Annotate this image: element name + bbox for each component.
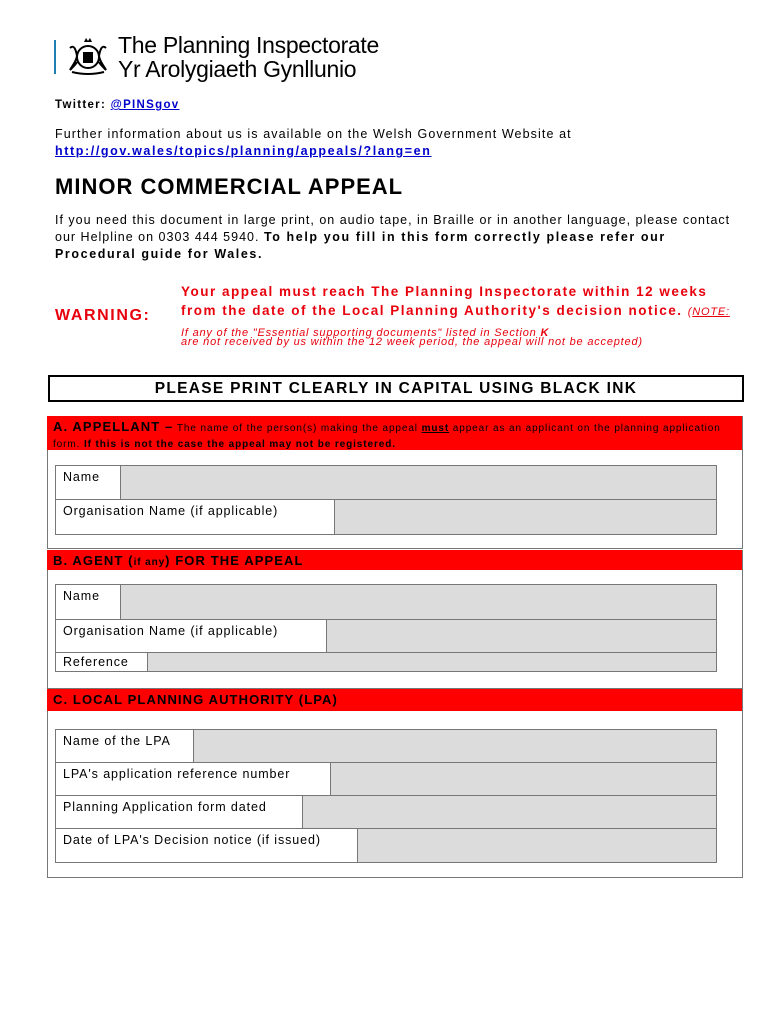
section-b-title-2: ) FOR THE APPEAL [165,553,304,568]
intro-paragraph [55,212,735,263]
print-clearly-banner: PLEASE PRINT CLEARLY IN CAPITAL USING BLACK INK [48,375,744,402]
lpa-name-input[interactable] [193,730,716,763]
app-form-dated-field [55,795,717,830]
note-paren: ( [687,306,693,318]
agent-name-label: Name [63,589,100,603]
appellant-org-label: Organisation Name (if applicable) [63,504,279,518]
logo [54,32,414,82]
welsh-gov-link[interactable]: http://gov.wales/topics/planning/appeals/?lang=en [55,144,432,158]
lpa-app-ref-field [55,762,717,797]
appellant-name-label: Name [63,470,100,484]
royal-crest-icon [66,36,110,76]
warning-main: Your appeal must reach The Planning Inspectorate within 12 weeks from the date of the Local Planning Authority's decision notice. [181,284,708,318]
appellant-name-field [55,465,717,501]
decision-date-label: Date of LPA's Decision notice (if issued) [63,833,321,847]
agent-reference-input[interactable] [147,653,716,671]
twitter-link[interactable]: @PINSgov [110,99,180,111]
decision-date-field [55,828,717,863]
note-line1: If any of the "Essential supporting documents" listed in Section [181,327,541,339]
warning-body [181,282,741,343]
lpa-name-field [55,729,717,764]
section-a-title: A. APPELLANT – [53,419,174,434]
section-a-must: must [421,423,450,434]
section-a-sub2: appear as an applicant on the planning application form. [53,423,721,450]
logo-bar [54,40,56,74]
twitter-label: Twitter: [55,99,107,111]
section-c-title: C. LOCAL PLANNING AUTHORITY (LPA) [53,692,338,707]
org-name-cy: Yr Arolygiaeth Gynllunio [118,56,357,82]
section-a-sub1: The name of the person(s) making the appeal [173,423,422,434]
section-a-warning: If this is not the case the appeal may not be registered. [83,439,396,450]
section-b-header [47,550,742,570]
warning-label: WARNING: [55,307,151,324]
appellant-name-input[interactable] [120,466,716,500]
section-b-ifany: if any [133,557,166,568]
note-k: K [540,327,550,339]
section-b-title: B. AGENT ( [53,553,134,568]
further-info-text: Further information about us is available on the Welsh Government Website at [55,127,572,141]
lpa-app-ref-label: LPA's application reference number [63,767,291,781]
agent-reference-label: Reference [63,655,129,669]
agent-name-input[interactable] [120,585,716,620]
appellant-org-input[interactable] [334,500,716,534]
org-name-en: The Planning Inspectorate [118,32,380,58]
section-c-header [47,689,742,711]
appellant-org-field [55,499,717,535]
section-a-header [47,416,742,450]
agent-name-field [55,584,717,621]
note-line2: are not received by us within the 12 week period, the appeal will not be accepted) [181,336,643,348]
lpa-app-ref-input[interactable] [330,763,716,796]
page-title: MINOR COMMERCIAL APPEAL [55,174,404,199]
note-label: NOTE: [692,306,730,318]
agent-org-input[interactable] [326,620,716,653]
intro-bold: To help you fill in this form correctly please refer our Procedural guide for Wales. [55,230,666,261]
agent-reference-field [55,652,717,672]
agent-org-field [55,619,717,654]
agent-org-label: Organisation Name (if applicable) [63,624,279,638]
lpa-name-label: Name of the LPA [63,734,171,748]
app-form-dated-label: Planning Application form dated [63,800,267,814]
app-form-dated-input[interactable] [302,796,716,829]
decision-date-input[interactable] [357,829,716,862]
intro-text: If you need this document in large print, on audio tape, in Braille or in another language, please contact our Helpline on 0303 444 5940. [55,213,731,244]
twitter-line [55,99,179,111]
